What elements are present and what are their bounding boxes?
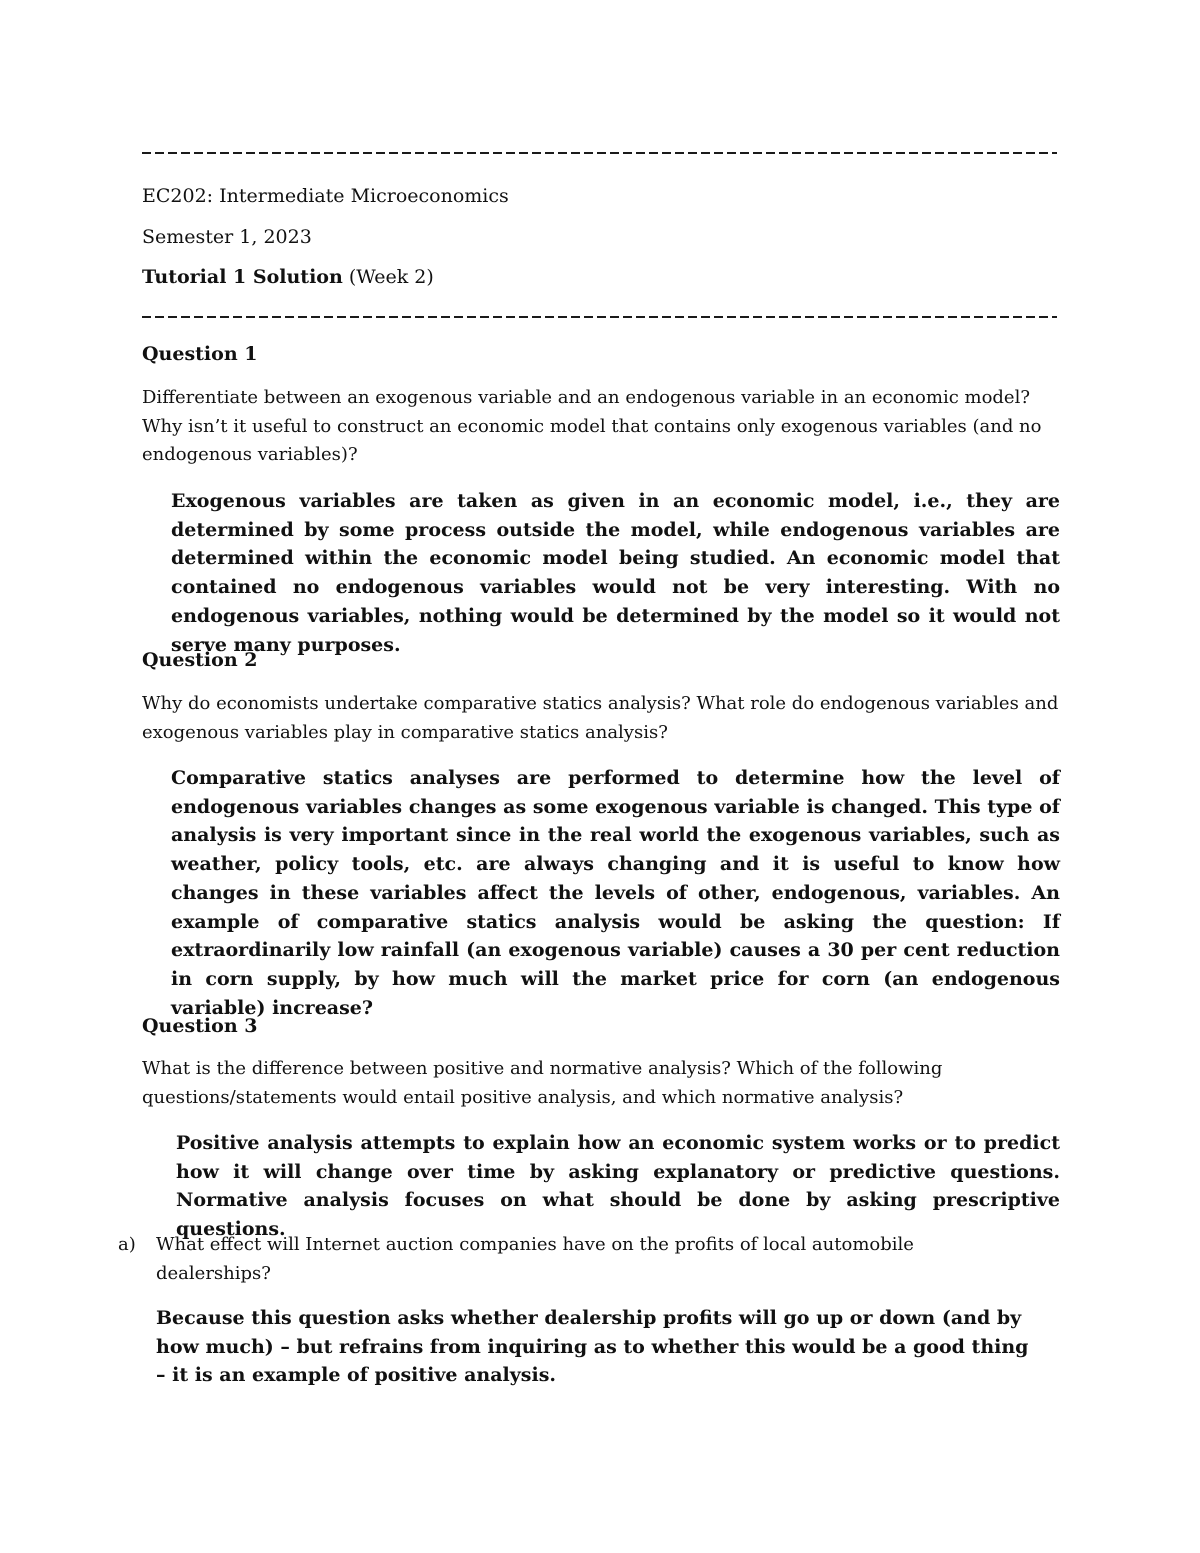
- question-2-heading: Question 2: [142, 649, 258, 671]
- question-2-prompt: Why do economists undertake comparative statics analysis? What role do endogenous variables and exogenous variables play in comparative statics analysis?: [142, 693, 1059, 743]
- tutorial-title: [142, 265, 434, 289]
- dashed-rule-bottom: [142, 310, 1057, 324]
- part-a-marker: a): [118, 1234, 136, 1255]
- question-1-answer: Exogenous variables are taken as given in an economic model, i.e., they are determined by some process outside the model, while endogenous variables are determined within the economic model being studied. An economic model that contained no endogenous variables would not be very interesting. With no endogenous variables, nothing would be determined by the model so it would not serve many purposes.: [171, 490, 1060, 656]
- question-3-answer: Positive analysis attempts to explain how an economic system works or to predict how it will change over time by asking explanatory or predictive questions. Normative analysis focuses on what should be done by asking prescriptive questions.: [176, 1132, 1060, 1241]
- part-a-answer: Because this question asks whether dealership profits will go up or down (and by how much) – but refrains from inquiring as to whether this would be a good thing – it is an example of positive analysis.: [156, 1307, 1029, 1387]
- tutorial-week: (Week 2): [342, 266, 434, 288]
- course-title: EC202: Intermediate Microeconomics: [142, 185, 509, 207]
- question-3-prompt: What is the difference between positive and normative analysis? Which of the following questions/statements would entail positive analysis, and which normative analysis?: [142, 1058, 943, 1108]
- semester-label: Semester 1, 2023: [142, 226, 312, 248]
- question-1-prompt: Differentiate between an exogenous variable and an endogenous variable in an economic model? Why isn’t it useful to construct an economic model that contains only exogenous variables (and no endogenous variables)?: [142, 387, 1042, 465]
- question-3-heading: Question 3: [142, 1015, 258, 1037]
- dashed-rule-top: [142, 146, 1057, 160]
- question-1-heading: Question 1: [142, 343, 258, 365]
- question-2-answer: Comparative statics analyses are performed to determine how the level of endogenous variables changes as some exogenous variable is changed. This type of analysis is very important since in the real world the exogenous variables, such as weather, policy tools, etc. are always changing and it is useful to know how changes in these variables affect the levels of other, endogenous, variables. An example of comparative statics analysis would be asking the question: If extraordinarily low rainfall (an exogenous variable) causes a 30 per cent reduction in corn supply, by how much will the market price for corn (an endogenous variable) increase?: [171, 767, 1060, 1019]
- tutorial-title-bold: Tutorial 1 Solution: [142, 266, 343, 288]
- part-a-prompt: What effect will Internet auction companies have on the profits of local automobile dealerships?: [156, 1234, 914, 1284]
